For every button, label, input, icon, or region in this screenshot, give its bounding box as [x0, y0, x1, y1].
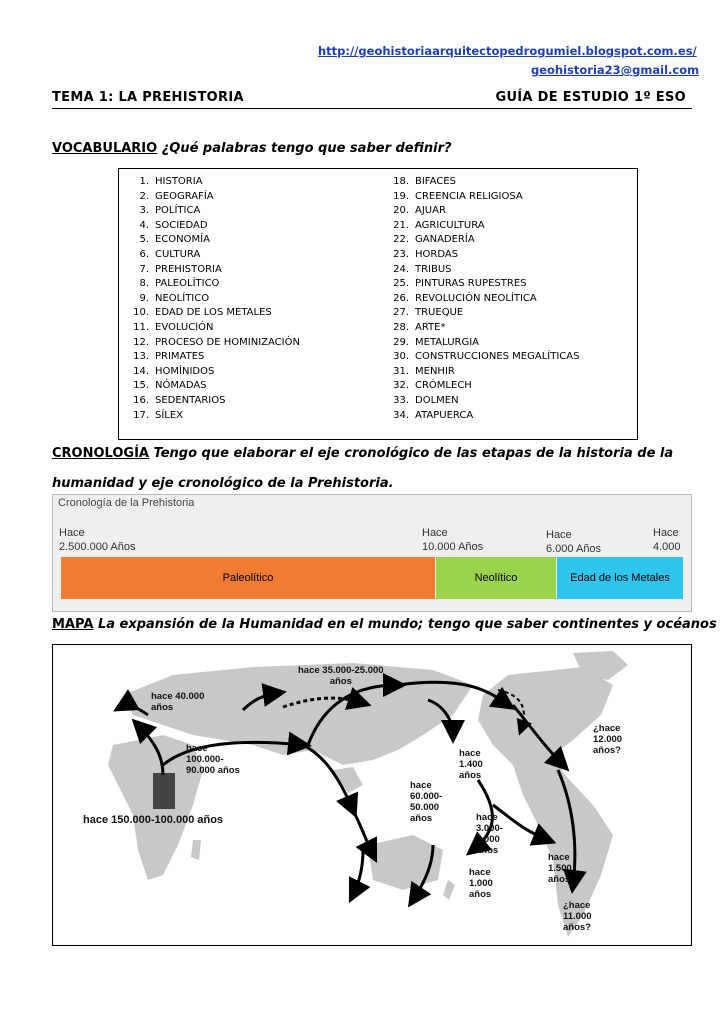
vocabulary-item [127, 263, 300, 278]
vocabulary-right-column [387, 175, 579, 423]
vocabulary-item [127, 379, 300, 394]
chronology-label: CRONOLOGÍA [52, 446, 149, 461]
label-100000 [186, 743, 240, 776]
world-map-graphic [53, 645, 691, 945]
vocabulary-term: CREENCIA RELIGIOSA [415, 190, 523, 202]
vocabulary-term: POLÍTICA [155, 205, 201, 217]
vocabulary-term: PINTURAS RUPESTRES [415, 278, 527, 290]
vocabulary-term: EVOLUCIÓN [155, 321, 214, 333]
tick-value: 4.000 [653, 541, 681, 553]
vocabulary-term: CRÓMLECH [415, 380, 472, 392]
vocabulary-item [387, 379, 579, 394]
vocabulary-term: AJUAR [415, 205, 446, 217]
vocabulary-number: 21. [393, 219, 409, 231]
new-zealand-shape [443, 880, 455, 900]
label-150000 [83, 815, 223, 826]
vocabulary-number: 15. [133, 380, 149, 392]
vocabulary-item [387, 248, 579, 263]
vocabulary-term: BIFACES [415, 176, 456, 187]
vocabulary-number: 7. [139, 263, 149, 275]
vocabulary-left-column [127, 175, 300, 423]
label-line: 1.000 [469, 878, 493, 889]
label-12000 [593, 723, 622, 756]
vocabulary-term: PALEOLÍTICO [155, 278, 220, 290]
vocabulary-item [127, 321, 300, 336]
vocabulary-label: VOCABULARIO [52, 141, 158, 156]
vocabulary-term: SOCIEDAD [155, 219, 208, 231]
label-line: años? [593, 745, 621, 756]
label-line: años [329, 676, 352, 687]
label-60000 [410, 780, 442, 824]
topic-title: TEMA 1: LA PREHISTORIA [52, 90, 244, 105]
vocabulary-number: 20. [393, 205, 409, 217]
vocabulary-term: ATAPUERCA [415, 409, 474, 421]
tick-value: 2.500.000 Años [59, 541, 136, 553]
chronology-box-title: Cronología de la Prehistoria [58, 497, 195, 509]
vocabulary-number: 1. [139, 176, 149, 187]
world-map [52, 644, 692, 946]
vocabulary-item [127, 350, 300, 365]
vocabulary-term: NÓMADAS [155, 380, 207, 392]
vocabulary-item [127, 365, 300, 380]
vocabulary-item [387, 336, 579, 351]
vocabulary-term: ARTE* [415, 321, 446, 333]
americas-shape [478, 667, 613, 937]
label-40000 [151, 691, 204, 713]
label-line: 2.000 [476, 834, 500, 845]
vocabulary-item [387, 204, 579, 219]
vocabulary-number: 14. [133, 365, 149, 377]
label-line: 1.500 [548, 863, 572, 874]
label-line: hace [476, 812, 498, 823]
chronology-text-2: humanidad y eje cronológico de la Prehistoria. [52, 476, 394, 491]
label-35000 [298, 665, 384, 687]
vocabulary-item [387, 233, 579, 248]
label-line: hace [186, 743, 208, 754]
label-line: años [410, 813, 433, 824]
label-line: años? [563, 922, 591, 933]
vocabulary-item [127, 394, 300, 409]
vocabulary-item [387, 175, 579, 190]
madagascar-shape [191, 840, 201, 860]
vocabulary-item [127, 292, 300, 307]
vocabulary-item [127, 204, 300, 219]
vocabulary-term: ECONOMÍA [155, 234, 210, 246]
label-line: hace [469, 867, 491, 878]
vocabulary-item [387, 277, 579, 292]
vocabulary-number: 19. [393, 190, 409, 202]
bar-paleolitico [61, 557, 435, 599]
vocabulary-term: SEDENTARIOS [155, 394, 226, 406]
vocabulary-term: DOLMEN [415, 394, 459, 406]
origin-mark [153, 773, 175, 809]
vocabulary-number: 5. [139, 234, 149, 246]
label-3000 [476, 812, 503, 856]
label-line: hace [459, 748, 481, 759]
vocabulary-item [387, 190, 579, 205]
vocabulary-number: 29. [393, 336, 409, 348]
vocabulary-term: HOMÍNIDOS [155, 365, 215, 377]
vocabulary-number: 9. [139, 292, 149, 304]
label-line: hace [410, 780, 432, 791]
vocabulary-term: CULTURA [155, 248, 201, 260]
vocabulary-term: GEOGRAFÍA [155, 190, 214, 202]
vocabulary-term: HORDAS [415, 248, 459, 260]
tick-10000 [422, 526, 483, 554]
bar-label: Paleolítico [222, 572, 274, 584]
vocabulary-term: NEOLÍTICO [155, 292, 210, 304]
vocabulary-item [127, 336, 300, 351]
vocabulary-number: 16. [133, 394, 149, 406]
vocabulary-box [118, 168, 638, 440]
vocabulary-number: 4. [139, 219, 149, 231]
label-1000 [469, 867, 493, 900]
vocabulary-item [127, 219, 300, 234]
vocabulary-number: 13. [133, 351, 149, 363]
vocabulary-term: TRUEQUE [415, 307, 464, 319]
vocabulary-number: 10. [133, 307, 149, 319]
label-line: 100.000- [186, 754, 224, 765]
vocabulary-number: 31. [393, 365, 409, 377]
tick-label: Hace [653, 527, 679, 539]
vocabulary-term: TRIBUS [415, 263, 452, 275]
tick-label: Hace [422, 527, 448, 539]
vocabulary-number: 8. [139, 278, 149, 290]
label-line: años [548, 874, 571, 885]
vocabulary-number: 24. [393, 263, 409, 275]
tick-value: 6.000 Años [546, 543, 602, 555]
vocabulary-number: 27. [393, 307, 409, 319]
label-line: 90.000 años [186, 765, 240, 776]
vocabulary-number: 25. [393, 278, 409, 290]
vocabulary-number: 33. [393, 394, 409, 406]
label-line: 1.400 [459, 759, 483, 770]
vocabulary-term: METALURGIA [415, 336, 479, 348]
vocabulary-item [387, 409, 579, 424]
vocabulary-term: PRIMATES [155, 351, 205, 363]
vocabulary-number: 34. [393, 409, 409, 421]
vocabulary-term: PROCESO DE HOMINIZACIÓN [155, 336, 300, 348]
label-line: 3.000- [476, 823, 503, 834]
map-heading [52, 617, 717, 632]
vocabulary-question: ¿Qué palabras tengo que saber definir? [161, 141, 452, 156]
label-line: años [459, 770, 482, 781]
vocabulary-item [387, 219, 579, 234]
vocabulary-item [387, 306, 579, 321]
label-line: 60.000- [410, 791, 443, 802]
vocabulary-item [387, 350, 579, 365]
tick-label: Hace [546, 529, 572, 541]
map-text: La expansión de la Humanidad en el mundo; tengo que saber continentes y océanos [97, 617, 717, 632]
label-line: 50.000 [410, 802, 440, 813]
label-line: ¿hace [593, 723, 621, 734]
bar-label: Neolítico [474, 572, 518, 584]
label-line: ¿hace [563, 900, 591, 911]
header-row [52, 89, 692, 109]
vocabulary-item [387, 263, 579, 278]
vocabulary-term: HISTORIA [155, 176, 203, 187]
vocabulary-term: EDAD DE LOS METALES [155, 307, 272, 319]
vocabulary-term: CONSTRUCCIONES MEGALÍTICAS [415, 351, 580, 363]
vocabulary-item [127, 306, 300, 321]
chronology-text-1: Tengo que elaborar el eje cronológico de las etapas de la historia de la [153, 446, 674, 461]
vocabulary-number: 11. [133, 321, 149, 333]
blog-url-link[interactable]: http://geohistoriaarquitectopedrogumiel.blogspot.com.es/ [318, 44, 697, 58]
vocabulary-number: 26. [393, 292, 409, 304]
guide-title: GUÍA DE ESTUDIO 1º ESO [495, 90, 686, 105]
vocabulary-number: 28. [393, 321, 409, 333]
bar-neolitico [436, 557, 556, 599]
vocabulary-term: MENHIR [415, 365, 455, 377]
tick-label: Hace [59, 527, 85, 539]
tick-value: 10.000 Años [422, 541, 484, 553]
label-1500 [548, 852, 572, 885]
vocabulary-term: REVOLUCIÓN NEOLÍTICA [415, 292, 537, 304]
bar-label: Edad de los Metales [570, 572, 670, 584]
vocabulary-number: 23. [393, 248, 409, 260]
chronology-diagram [52, 494, 692, 612]
vocabulary-number: 12. [133, 336, 149, 348]
vocabulary-number: 22. [393, 234, 409, 246]
label-line: 11.000 [563, 911, 592, 922]
vocabulary-number: 2. [139, 190, 149, 202]
label-1400 [459, 748, 483, 781]
vocabulary-number: 3. [139, 205, 149, 217]
email-link[interactable]: geohistoria23@gmail.com [531, 63, 700, 77]
vocabulary-item [127, 190, 300, 205]
label-line: hace 35.000-25.000 [298, 665, 384, 676]
vocabulary-number: 30. [393, 351, 409, 363]
label-11000 [563, 900, 592, 933]
vocabulary-heading [52, 141, 452, 156]
map-label: MAPA [52, 617, 94, 632]
label-line: años [476, 845, 499, 856]
vocabulary-item [127, 175, 300, 190]
tick-6000 [546, 528, 601, 556]
vocabulary-term: SÍLEX [155, 409, 184, 421]
label-line: años [469, 889, 492, 900]
label-line: hace 150.000-100.000 años [83, 814, 224, 826]
vocabulary-item [127, 248, 300, 263]
vocabulary-number: 32. [393, 380, 409, 392]
vocabulary-item [127, 233, 300, 248]
vocabulary-item [127, 277, 300, 292]
label-line: hace [548, 852, 570, 863]
vocabulary-number: 6. [139, 248, 149, 260]
vocabulary-item [387, 292, 579, 307]
tick-4000 [653, 526, 681, 554]
vocabulary-term: AGRICULTURA [415, 219, 485, 231]
label-line: hace 40.000 [151, 691, 205, 702]
vocabulary-item [387, 321, 579, 336]
chronology-heading [52, 439, 692, 499]
vocabulary-number: 18. [393, 176, 409, 187]
vocabulary-item [127, 409, 300, 424]
label-line: 12.000 [593, 734, 623, 745]
label-line: años [151, 702, 174, 713]
bar-edad-metales [557, 557, 683, 599]
vocabulary-number: 17. [133, 409, 149, 421]
vocabulary-term: GANADERÍA [415, 234, 475, 246]
vocabulary-item [387, 365, 579, 380]
vocabulary-term: PREHISTORIA [155, 263, 222, 275]
vocabulary-item [387, 394, 579, 409]
tick-2500000 [59, 526, 135, 554]
